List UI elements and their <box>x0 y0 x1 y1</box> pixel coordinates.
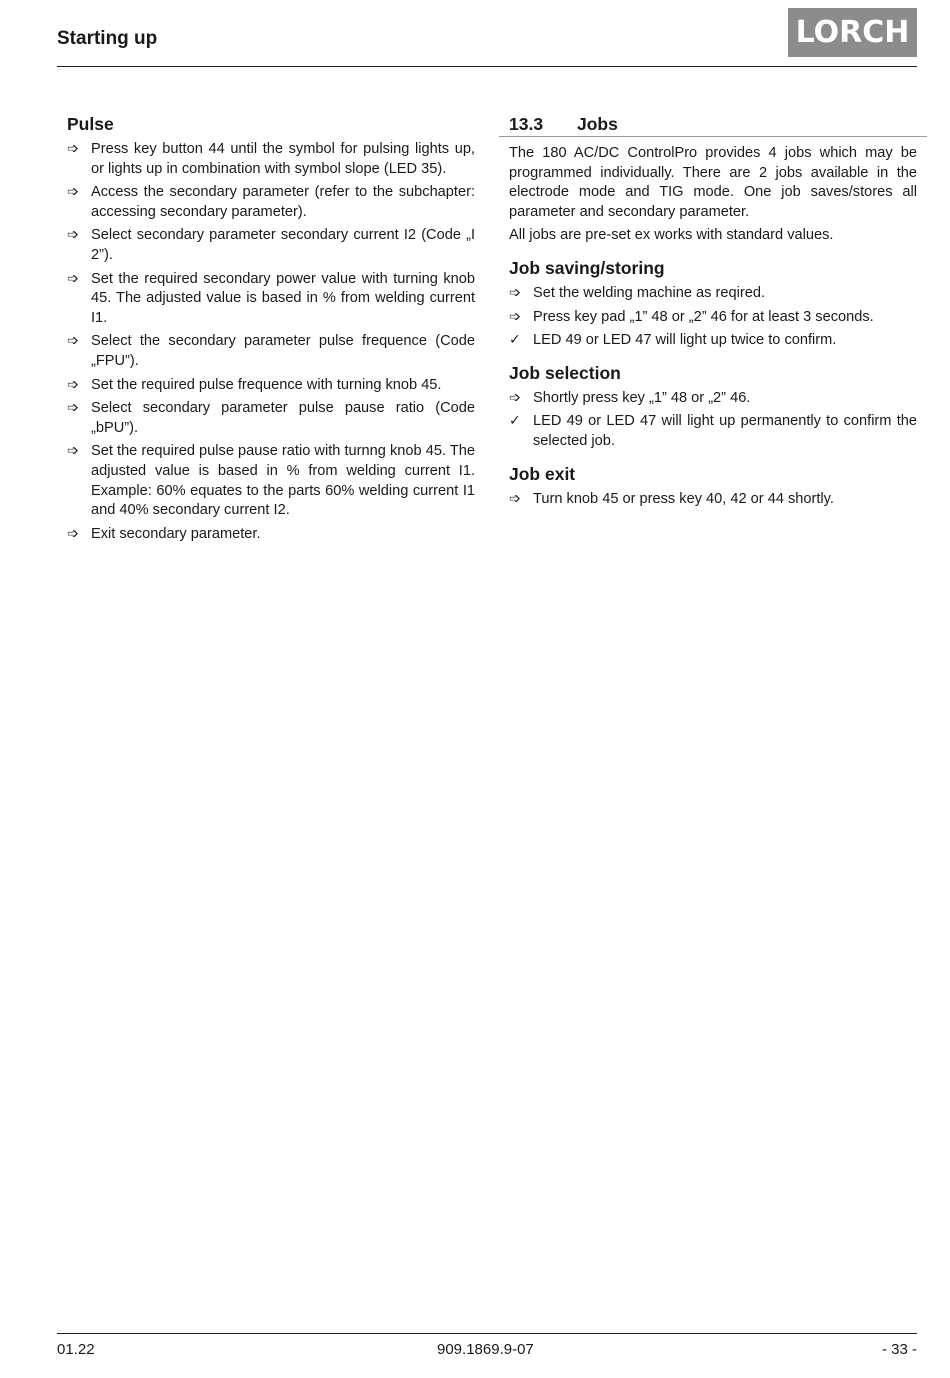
list-item <box>67 525 475 545</box>
footer-page-number: - 33 - <box>881 1341 917 1358</box>
list-item <box>509 389 917 409</box>
lorch-logo: LORCH <box>788 8 917 57</box>
arrow-icon: ➩ <box>509 308 521 325</box>
check-icon: ✓ <box>509 413 521 430</box>
arrow-icon: ➩ <box>67 525 79 542</box>
job-selection-steps <box>509 389 917 452</box>
list-item <box>67 226 475 265</box>
footer-doc-number: 909.1869.9-07 <box>437 1341 534 1358</box>
check-icon: ✓ <box>509 332 521 349</box>
pulse-section <box>67 112 475 548</box>
list-item-text: LED 49 or LED 47 will light up twice to confirm. <box>533 332 837 349</box>
list-item <box>67 140 475 179</box>
list-item <box>67 270 475 329</box>
list-item <box>67 183 475 222</box>
list-item-text: Select the secondary parameter pulse frequence (Code „FPU”). <box>91 333 475 369</box>
arrow-icon: ➩ <box>67 184 79 201</box>
jobs-intro-2: All jobs are pre-set ex works with standard values. <box>509 227 834 244</box>
list-item-text: Set the required pulse pause ratio with turnng knob 45. The adjusted value is based in % from welding current I1. Example: 60% equates to the parts 60% welding current I1 and 40% secondary current I2. <box>91 443 475 519</box>
job-exit-heading: Job exit <box>509 463 576 484</box>
jobs-section <box>509 112 917 513</box>
arrow-icon: ➩ <box>67 443 79 460</box>
header-divider <box>57 66 917 67</box>
list-item <box>67 332 475 371</box>
arrow-icon: ➩ <box>67 333 79 350</box>
list-item <box>67 442 475 520</box>
job-exit-steps <box>509 490 917 510</box>
pulse-steps <box>67 140 475 544</box>
footer-date: 01.22 <box>57 1341 95 1358</box>
list-item <box>509 490 917 510</box>
section-number: 13.3 <box>509 114 544 134</box>
list-item-text: LED 49 or LED 47 will light up permanently to confirm the selected job. <box>533 413 917 449</box>
list-item-text: Press key pad „1” 48 or „2” 46 for at least 3 seconds. <box>533 308 874 325</box>
arrow-icon: ➩ <box>67 141 79 157</box>
list-item-text: Set the welding machine as reqired. <box>533 284 766 301</box>
arrow-icon: ➩ <box>67 227 79 244</box>
list-item-text: Access the secondary parameter (refer to the subchapter: accessing secondary parameter). <box>91 184 475 220</box>
list-item-text: Select secondary parameter secondary current I2 (Code „I 2”). <box>91 227 475 263</box>
jobs-section-title <box>499 112 927 137</box>
job-saving-heading: Job saving/storing <box>509 257 665 278</box>
list-item <box>509 284 917 304</box>
list-item <box>509 331 917 351</box>
list-item <box>509 308 917 328</box>
list-item <box>67 399 475 438</box>
list-item <box>67 376 475 396</box>
arrow-icon: ➩ <box>509 490 521 507</box>
list-item-text: Set the required secondary power value with turning knob 45. The adjusted value is based in % from welding current I1. <box>91 270 475 326</box>
list-item-text: Shortly press key „1” 48 or „2” 46. <box>533 389 751 406</box>
section-title-text: Jobs <box>577 114 618 134</box>
list-item-text: Turn knob 45 or press key 40, 42 or 44 shortly. <box>533 490 834 507</box>
list-item-text: Press key button 44 until the symbol for pulsing lights up, or lights up in combination with symbol slope (LED 35). <box>91 141 475 177</box>
pulse-heading: Pulse <box>67 114 114 134</box>
arrow-icon: ➩ <box>509 389 521 406</box>
list-item-text: Set the required pulse frequence with turning knob 45. <box>91 376 442 393</box>
arrow-icon: ➩ <box>67 270 79 287</box>
footer-divider <box>57 1333 917 1334</box>
page-header-title: Starting up <box>57 28 158 49</box>
job-saving-steps <box>509 284 917 351</box>
list-item-text: Select secondary parameter pulse pause ratio (Code „bPU”). <box>91 400 475 436</box>
jobs-intro: The 180 AC/DC ControlPro provides 4 jobs which may be programmed individually. There are 2 jobs available in the electrode mode and TIG mode. One job saves/stores all parameter and secondary parameter. <box>509 145 917 220</box>
arrow-icon: ➩ <box>509 284 521 301</box>
list-item-text: Exit secondary parameter. <box>91 525 261 542</box>
arrow-icon: ➩ <box>67 376 79 393</box>
list-item <box>509 412 917 451</box>
arrow-icon: ➩ <box>67 400 79 417</box>
job-selection-heading: Job selection <box>509 362 621 383</box>
